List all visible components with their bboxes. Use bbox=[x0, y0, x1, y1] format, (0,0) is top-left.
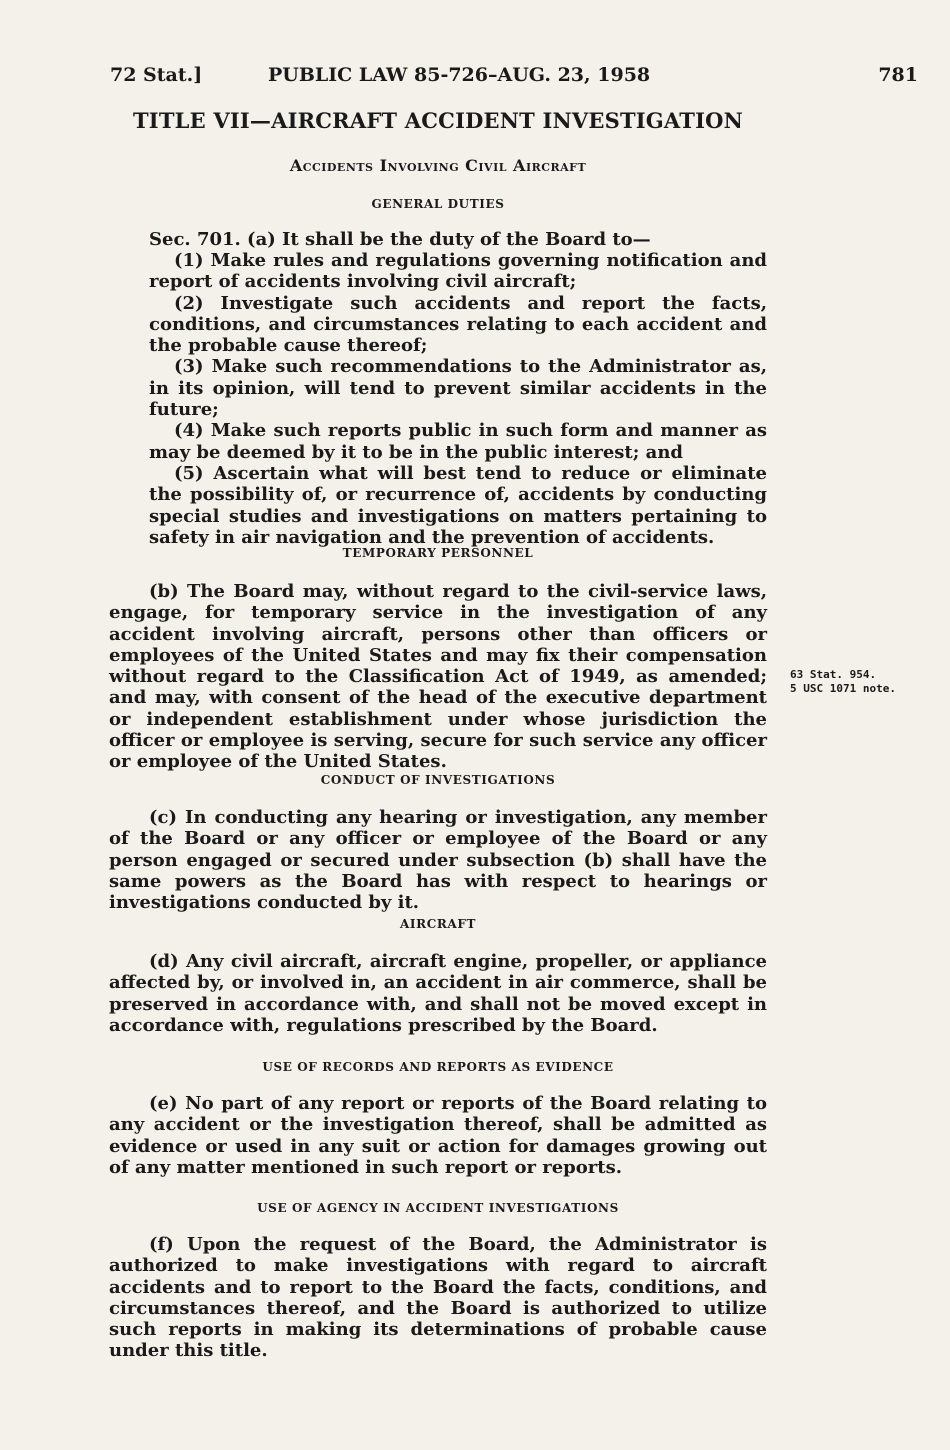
duties-list bbox=[149, 250, 767, 548]
duty-item: (1) Make rules and regulations governing notification and report of accidents involving civil aircraft; bbox=[149, 250, 767, 293]
general-duties-heading: GENERAL DUTIES bbox=[371, 197, 505, 211]
subsection-b bbox=[109, 581, 767, 773]
conduct-heading: CONDUCT OF INVESTIGATIONS bbox=[320, 773, 556, 787]
margin-citation bbox=[790, 668, 896, 696]
subsection-d bbox=[109, 951, 767, 1036]
records-heading: USE OF RECORDS AND REPORTS AS EVIDENCE bbox=[262, 1060, 614, 1074]
temporary-personnel-heading: TEMPORARY PERSONNEL bbox=[342, 546, 534, 560]
section-701-intro bbox=[109, 229, 767, 250]
public-law-reference: PUBLIC LAW 85-726–AUG. 23, 1958 bbox=[268, 64, 651, 86]
subsection-b-text: (b) The Board may, without regard to the civil-service laws, engage, for temporary service in the investigation of any accident involving aircraft, persons other than officers or employees of the United States and may fix their compensation without regard to the Classification Act of 1949, as amended; and may, with consent of the head of the executive department or independent establishment under whose jurisdiction the officer or employee is serving, secure for such service any officer or employee of the United States. bbox=[109, 581, 767, 773]
subsection-c-text: (c) In conducting any hearing or investigation, any member of the Board or any officer or employee of the Board or any person engaged or secured under subsection (b) shall have the same powers as the Board has with respect to hearings or investigations conducted by it. bbox=[109, 807, 767, 914]
duty-item: (3) Make such recommendations to the Administrator as, in its opinion, will tend to prevent similar accidents in the future; bbox=[149, 356, 767, 421]
margin-citation-line: 63 Stat. 954. bbox=[790, 668, 877, 681]
title-heading: TITLE VII—AIRCRAFT ACCIDENT INVESTIGATION bbox=[132, 108, 744, 133]
margin-citation-line: 5 USC 1071 note. bbox=[790, 682, 896, 695]
page-header bbox=[110, 64, 918, 94]
subtitle-heading: Accidents Involving Civil Aircraft bbox=[289, 156, 587, 175]
subsection-f-text: (f) Upon the request of the Board, the Administrator is authorized to make investigations with regard to aircraft accidents and to report to the Board the facts, conditions, and circumstances thereof, and the Board is authorized to utilize such reports in making its determinations of probable cause under this title. bbox=[109, 1234, 767, 1362]
subsection-c bbox=[109, 807, 767, 913]
subsection-e bbox=[109, 1093, 767, 1178]
duty-item: (4) Make such reports public in such form and manner as may be deemed by it to be in the public interest; and bbox=[149, 420, 767, 463]
volume-reference: 72 Stat.] bbox=[110, 64, 203, 86]
agency-heading: USE OF AGENCY IN ACCIDENT INVESTIGATIONS bbox=[257, 1201, 619, 1215]
subsection-f bbox=[109, 1234, 767, 1362]
aircraft-heading: AIRCRAFT bbox=[400, 917, 476, 931]
duty-item: (2) Investigate such accidents and report the facts, conditions, and circumstances relating to each accident and the probable cause thereof; bbox=[149, 292, 767, 357]
page-number: 781 bbox=[878, 64, 918, 86]
duty-item: (5) Ascertain what will best tend to reduce or eliminate the possibility of, or recurrence of, accidents by conducting special studies and investigations on matters pertaining to safety in air navigation and the prevention of accidents. bbox=[149, 462, 767, 548]
subsection-e-text: (e) No part of any report or reports of the Board relating to any accident or the investigation thereof, shall be admitted as evidence or used in any suit or action for damages growing out of any matter mentioned in such report or reports. bbox=[109, 1093, 767, 1178]
section-intro-text: Sec. 701. (a) It shall be the duty of the Board to— bbox=[149, 229, 651, 250]
subsection-d-text: (d) Any civil aircraft, aircraft engine, propeller, or appliance affected by, or involved in, an accident in air commerce, shall be preserved in accordance with, and shall not be moved except in accordance with, regulations prescribed by the Board. bbox=[109, 951, 767, 1036]
